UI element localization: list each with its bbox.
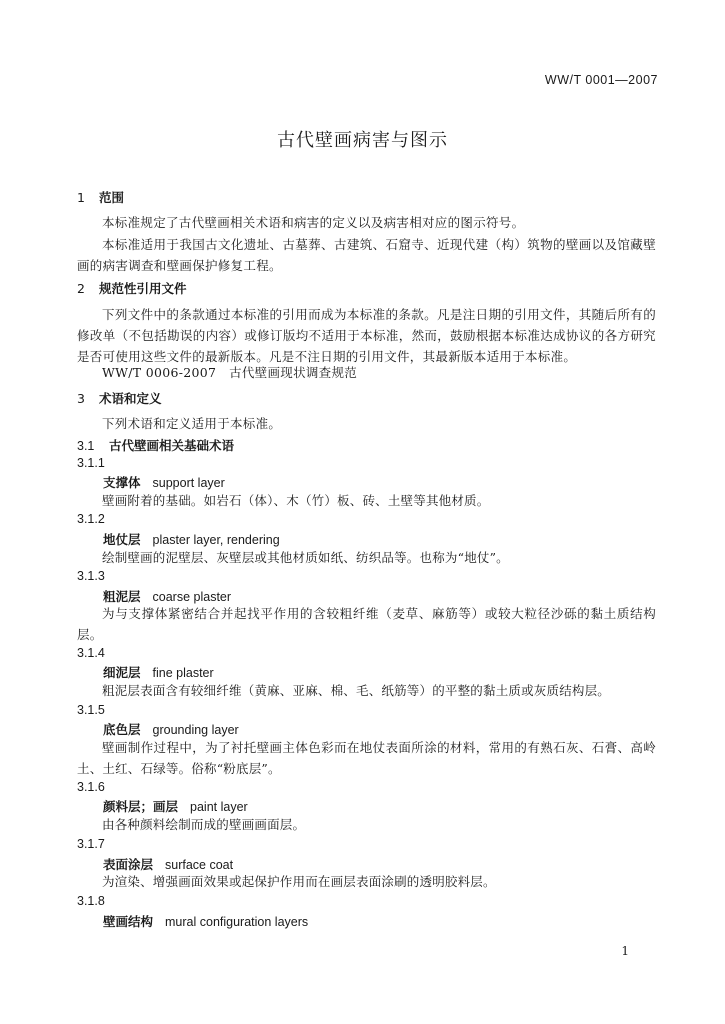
term-en: grounding layer <box>152 723 239 737</box>
subsection-number: 3.1 <box>77 439 95 453</box>
term-en: mural configuration layers <box>165 915 309 929</box>
subsection-heading <box>77 436 234 454</box>
term-zh: 地仗层 <box>103 532 141 547</box>
section-title: 术语和定义 <box>99 391 162 406</box>
term-heading <box>103 530 280 548</box>
term-number: 3.1.7 <box>77 837 105 851</box>
term-number: 3.1.6 <box>77 780 105 794</box>
term-zh: 表面涂层 <box>103 857 154 872</box>
term-heading <box>103 663 214 681</box>
section-number: 3 <box>77 391 85 406</box>
term-zh: 壁画结构 <box>103 914 154 929</box>
term-number: 3.1.5 <box>77 703 105 717</box>
section-heading-normative-references <box>77 279 187 297</box>
references-paragraph: 下列文件中的条款通过本标准的引用而成为本标准的条款。凡是注日期的引用文件，其随后所有的修改单（不包括勘误的内容）或修订版均不适用于本标准，然而，鼓励根据本标准达成协议的各方研究是否可使用这些文件的最新版本。凡是不注日期的引用文件，其最新版本适用于本标准。 <box>77 307 656 364</box>
term-number: 3.1.8 <box>77 894 105 908</box>
section-heading-terms <box>77 389 162 407</box>
term-zh: 颜料层；画层 <box>103 799 179 814</box>
term-definition: 绘制壁画的泥壁层、灰壁层或其他材质如纸、纺织品等。也称为“地仗”。 <box>102 550 509 565</box>
term-definition: 由各种颜料绘制而成的壁画画面层。 <box>102 817 306 832</box>
section-title: 规范性引用文件 <box>99 281 187 296</box>
term-definition: 壁画附着的基础。如岩石（体）、木（竹）板、砖、土壁等其他材质。 <box>102 493 490 508</box>
term-heading <box>103 797 248 815</box>
section-number: 2 <box>77 281 85 296</box>
term-definition: 壁画制作过程中，为了衬托壁画主体色彩而在地仗表面所涂的材料，常用的有熟石灰、石膏、高岭土、土红、石绿等。俗称“粉底层”。 <box>77 740 656 776</box>
term-definition: 为与支撑体紧密结合并起找平作用的含较粗纤维（麦草、麻筋等）或较大粒径沙砾的黏土质结构层。 <box>77 606 656 642</box>
term-zh: 支撑体 <box>103 475 141 490</box>
term-heading <box>103 473 225 491</box>
term-en: surface coat <box>165 858 234 872</box>
term-number: 3.1.2 <box>77 512 105 526</box>
term-definition: 为渲染、增强画面效果或起保护作用而在画层表面涂刷的透明胶料层。 <box>102 874 496 889</box>
term-heading <box>103 912 308 930</box>
term-zh: 细泥层 <box>103 665 141 680</box>
standard-number: WW/T 0001—2007 <box>544 73 658 87</box>
section-heading-scope <box>77 188 124 206</box>
term-en: fine plaster <box>152 666 214 680</box>
subsection-title: 古代壁画相关基础术语 <box>109 438 235 453</box>
scope-paragraph-2: 本标准适用于我国古文化遗址、古墓葬、古建筑、石窟寺、近现代建（构）筑物的壁画以及馆藏壁画的病害调查和壁画保护修复工程。 <box>77 237 656 273</box>
section-number: 1 <box>77 190 85 205</box>
terms-intro: 下列术语和定义适用于本标准。 <box>102 416 282 431</box>
term-zh: 底色层 <box>103 722 141 737</box>
term-en: plaster layer, rendering <box>152 533 280 547</box>
page-number: 1 <box>621 944 629 958</box>
section-title: 范围 <box>99 190 125 205</box>
term-number: 3.1.4 <box>77 646 105 660</box>
scope-paragraph-1: 本标准规定了古代壁画相关术语和病害的定义以及病害相对应的图示符号。 <box>102 215 525 230</box>
reference-item: WW/T 0006-2007 古代壁画现状调查规范 <box>102 365 358 380</box>
term-en: support layer <box>152 476 225 490</box>
document-title: 古代壁画病害与图示 <box>277 130 448 151</box>
term-number: 3.1.1 <box>77 456 105 470</box>
term-number: 3.1.3 <box>77 569 105 583</box>
term-heading <box>103 720 239 738</box>
term-en: paint layer <box>190 800 248 814</box>
term-definition: 粗泥层表面含有较细纤维（黄麻、亚麻、棉、毛、纸筋等）的平整的黏土质或灰质结构层。 <box>102 683 611 698</box>
term-zh: 粗泥层 <box>103 589 141 604</box>
term-en: coarse plaster <box>152 590 232 604</box>
